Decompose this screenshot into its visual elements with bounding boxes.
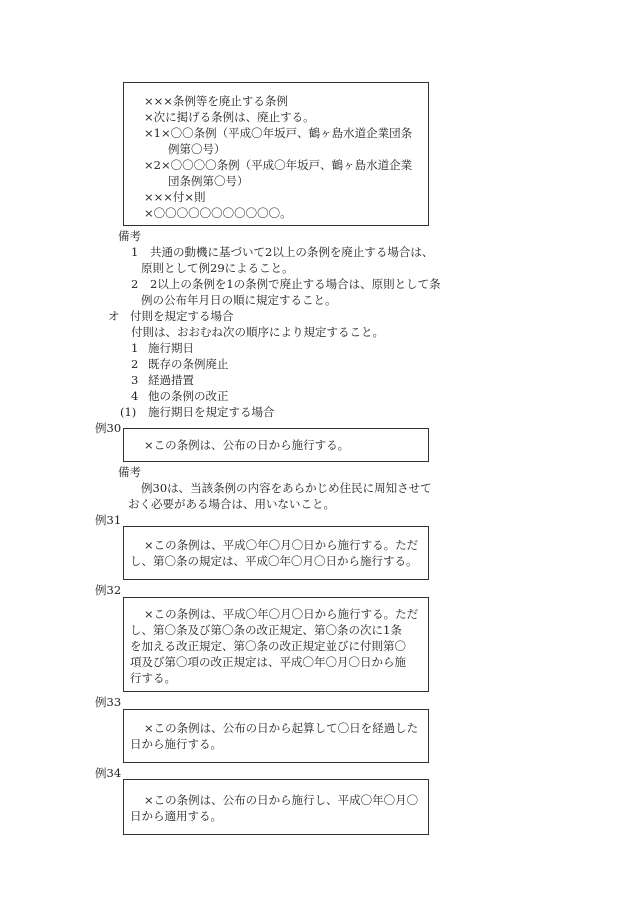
order-item-2-number: 2 [131,357,139,371]
remark-2-line-2: 例の公布年月日の順に規定すること。 [141,293,337,307]
example-30-box [123,428,429,462]
order-item-2-text: 既存の条例廃止 [148,357,229,371]
order-item-4-text: 他の条例の改正 [148,389,229,403]
section-o-intro: 付則は、おおむね次の順序により規定すること。 [131,325,384,339]
remarks-2-line-2: おく必要がある場合は、用いないこと。 [128,497,335,511]
remark-1-number: 1 [131,245,139,259]
example-34-line-1: ×この条例は、公布の日から施行し、平成〇年〇月〇 [144,793,419,807]
order-item-1-number: 1 [131,341,139,355]
example-32-line-4: 項及び第〇項の改正規定は、平成〇年〇月〇日から施 [130,655,406,669]
box1-line-5: ×2×〇〇〇〇条例（平成〇年坂戸、鶴ヶ島水道企業 [144,158,413,172]
remarks-2-heading: 備考 [118,465,141,479]
example-34-label: 例34 [95,766,122,780]
box1-line-4: 例第〇号） [168,142,226,156]
example-31-line-1: ×この条例は、平成〇年〇月〇日から施行する。ただ [144,538,419,552]
order-item-3-text: 経過措置 [148,373,194,387]
remark-2-number: 2 [131,277,139,291]
section-o-marker: オ [108,309,120,323]
example-32-box [123,597,429,692]
example-32-line-3: を加える改正規定、第〇条の改正規定並びに付則第〇 [130,639,406,653]
example-32-line-1: ×この条例は、平成〇年〇月〇日から施行する。ただ [144,607,419,621]
section-o-title: 付則を規定する場合 [130,309,234,323]
order-item-1-text: 施行期日 [148,341,194,355]
example-32-line-2: し、第〇条及び第〇条の改正規定、第〇条の次に1条 [130,623,402,637]
box1-line-7: ×××付×則 [144,190,206,204]
example-33-line-1: ×この条例は、公布の日から起算して〇日を経過した [144,721,419,735]
remark-1-line-1: 共通の動機に基づいて2以上の条例を廃止する場合は、 [150,245,434,259]
example-31-label: 例31 [95,513,122,527]
example-34-box [123,779,429,835]
example-30-label: 例30 [95,421,122,435]
box1-line-1: ×××条例等を廃止する条例 [144,94,288,108]
order-item-4-number: 4 [131,389,139,403]
remark-1-line-2: 原則として例29によること。 [141,261,294,275]
example-33-line-2: 日から施行する。 [130,737,222,751]
remarks-heading: 備考 [118,229,141,243]
example-32-label: 例32 [95,583,122,597]
remarks-2-line-1: 例30は、当該条例の内容をあらかじめ住民に周知させて [141,481,432,495]
ordinance-template-box [123,82,429,226]
example-33-box [123,709,429,763]
box1-line-6: 団条例第〇号） [168,174,249,188]
subsection-1-title: 施行期日を規定する場合 [148,405,275,419]
order-item-3-number: 3 [131,373,139,387]
remark-2-line-1: 2以上の条例を1の条例で廃止する場合は、原則として条 [150,277,441,291]
box1-line-2: ×次に掲げる条例は、廃止する。 [144,110,315,124]
example-32-line-5: 行する。 [130,671,176,685]
example-31-box [123,526,429,580]
example-31-line-2: し、第〇条の規定は、平成〇年〇月〇日から施行する。 [130,554,418,568]
subsection-1-number: (1) [120,405,137,419]
example-33-label: 例33 [95,695,122,709]
example-34-line-2: 日から適用する。 [130,809,222,823]
example-30-line-1: ×この条例は、公布の日から施行する。 [144,438,350,452]
box1-line-3: ×1×〇〇条例（平成〇年坂戸、鶴ヶ島水道企業団条 [144,126,413,140]
box1-line-8: ×〇〇〇〇〇〇〇〇〇〇〇。 [144,206,292,220]
